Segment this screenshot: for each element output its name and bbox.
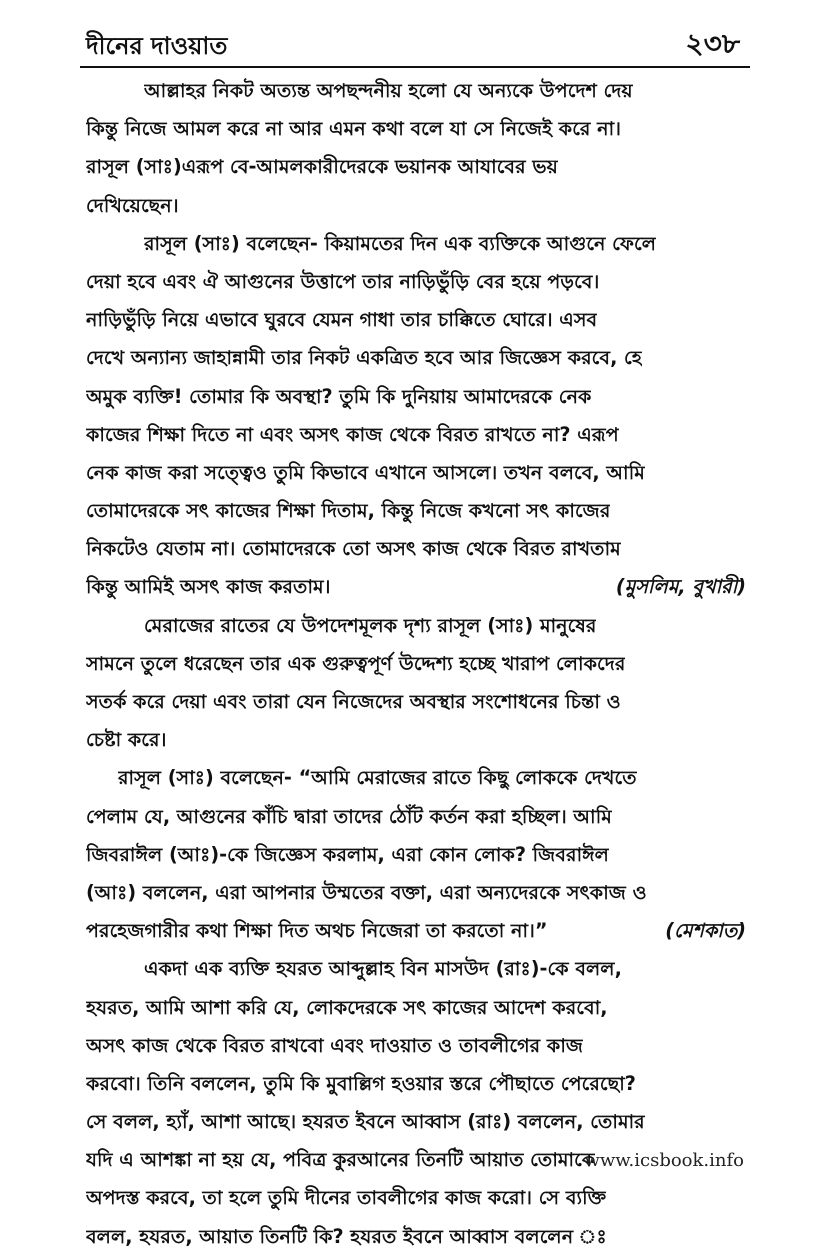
text-line	[86, 607, 746, 645]
text-line	[86, 530, 746, 568]
line-text: রাসূল (সাঃ)এরূপ বে-আমলকারীদেরকে ভয়ানক আযাবের ভয়	[86, 155, 558, 179]
text-line	[86, 874, 746, 912]
text-line	[86, 950, 746, 988]
body-text	[86, 72, 746, 1256]
text-line	[86, 759, 746, 797]
text-line	[86, 1179, 746, 1217]
text-line	[86, 798, 746, 836]
citation-reference: (মেশকাত)	[665, 919, 746, 943]
text-line	[86, 492, 746, 530]
line-text: হযরত, আমি আশা করি যে, লোকদেরকে সৎ কাজের আদেশ করবো,	[86, 995, 608, 1019]
text-line	[86, 187, 746, 225]
line-text: অমুক ব্যক্তি! তোমার কি অবস্থা? তুমি কি দুনিয়ায় আমাদেরকে নেক	[86, 384, 592, 408]
text-line	[86, 454, 746, 492]
line-text: করবো। তিনি বললেন, তুমি কি মুবাল্লিগ হওয়ার স্তরে পৌছাতে পেরেছো?	[86, 1071, 636, 1095]
line-text: কিন্তু নিজে আমল করে না আর এমন কথা বলে যা সে নিজেই করে না।	[86, 117, 622, 141]
header-divider	[80, 66, 750, 68]
line-text: সে বলল, হ্যাঁ, আশা আছে। হযরত ইবনে আব্বাস (রাঃ) বললেন, তোমার	[86, 1110, 645, 1134]
line-text: বলল, হযরত, আয়াত তিনটি কি? হযরত ইবনে আব্বাস বললেন ঃ	[86, 1224, 607, 1248]
text-line	[86, 1065, 746, 1103]
line-text: নাড়িভুঁড়ি নিয়ে এভাবে ঘুরবে যেমন গাধা তার চাক্কিতে ঘোরে। এসব	[86, 308, 598, 332]
website-watermark: www.icsbook.info	[584, 1150, 744, 1171]
line-text: আল্লাহর নিকট অত্যন্ত অপছন্দনীয় হলো যে অন্যকে উপদেশ দেয়	[144, 79, 633, 102]
line-text: দেখে অন্যান্য জাহান্নামী তার নিকট একত্রিত হবে আর জিজ্ঞেস করবে, হে	[86, 346, 642, 370]
text-line	[86, 683, 746, 721]
text-line	[86, 110, 746, 148]
line-text: জিবরাঈল (আঃ)-কে জিজ্ঞেস করলাম, এরা কোন লোক? জিবরাঈল	[86, 842, 609, 866]
line-text: পরহেজগারীর কথা শিক্ষা দিত অথচ নিজেরা তা করতো না।”	[86, 919, 548, 943]
line-text: সামনে তুলে ধরেছেন তার এক গুরুত্বপূর্ণ উদ্দেশ্য হচ্ছে খারাপ লোকদের	[86, 651, 626, 675]
text-line	[86, 225, 746, 263]
text-line	[86, 148, 746, 186]
text-line	[86, 263, 746, 301]
line-text: একদা এক ব্যক্তি হযরত আব্দুল্লাহ বিন মাসউদ (রাঃ)-কে বলল,	[144, 957, 622, 981]
page-number: ২৩৮	[685, 27, 740, 60]
page-header	[80, 16, 750, 64]
text-line	[86, 1218, 746, 1256]
line-text: অপদস্ত করবে, তা হলে তুমি দীনের তাবলীগের কাজ করো। সে ব্যক্তি	[86, 1186, 607, 1210]
text-line	[86, 339, 746, 377]
text-line	[86, 721, 746, 759]
line-text: চেষ্টা করে।	[86, 728, 167, 752]
text-line	[86, 301, 746, 339]
text-line	[86, 1103, 746, 1141]
text-line	[86, 645, 746, 683]
text-line	[86, 989, 746, 1027]
text-line	[86, 568, 746, 606]
line-text: রাসূল (সাঃ) বলেছেন- কিয়ামতের দিন এক ব্যক্তিকে আগুনে ফেলে	[144, 231, 656, 255]
line-text: নিকটেও যেতাম না। তোমাদেরকে তো অসৎ কাজ থেকে বিরত রাখতাম	[86, 537, 621, 561]
line-text: কাজের শিক্ষা দিতে না এবং অসৎ কাজ থেকে বিরত রাখতে না? এরূপ	[86, 422, 619, 446]
line-text: (আঃ) বললেন, এরা আপনার উম্মতের বক্তা, এরা অন্যদেরকে সৎকাজ ও	[86, 880, 647, 904]
line-text: মেরাজের রাতের যে উপদেশমূলক দৃশ্য রাসূল (সাঃ) মানুষের	[144, 613, 597, 637]
citation-reference: (মুসলিম, বুখারী)	[615, 575, 746, 599]
line-text: সতর্ক করে দেয়া এবং তারা যেন নিজেদের অবস্থার সংশোধনের চিন্তা ও	[86, 690, 621, 713]
line-text: কিন্তু আমিই অসৎ কাজ করতাম।	[86, 575, 331, 599]
line-text: দেখিয়েছেন।	[86, 193, 179, 217]
text-line	[86, 836, 746, 874]
text-line	[86, 416, 746, 454]
text-line	[86, 1027, 746, 1065]
book-title: দীনের দাওয়াত	[86, 32, 228, 60]
line-text: তোমাদেরকে সৎ কাজের শিক্ষা দিতাম, কিন্তু নিজে কখনো সৎ কাজের	[86, 499, 611, 523]
text-line	[86, 72, 746, 110]
line-text: দেয়া হবে এবং ঐ আগুনের উত্তাপে তার নাড়িভুঁড়ি বের হয়ে পড়বে।	[86, 269, 600, 293]
text-line	[86, 378, 746, 416]
line-text: নেক কাজ করা সত্ত্বেও তুমি কিভাবে এখানে আসলে। তখন বলবে, আমি	[86, 460, 645, 484]
line-text: রাসূল (সাঃ) বলেছেন- “আমি মেরাজের রাতে কিছু লোককে দেখতে	[118, 766, 637, 790]
line-text: অসৎ কাজ থেকে বিরত রাখবো এবং দাওয়াত ও তাবলীগের কাজ	[86, 1033, 584, 1057]
line-text: যদি এ আশঙ্কা না হয় যে, পবিত্র কুরআনের তিনটি আয়াত তোমাকে	[86, 1148, 596, 1172]
line-text: পেলাম যে, আগুনের কাঁচি দ্বারা তাদের ঠোঁট কর্তন করা হচ্ছিল। আমি	[86, 804, 612, 828]
text-line	[86, 912, 746, 950]
